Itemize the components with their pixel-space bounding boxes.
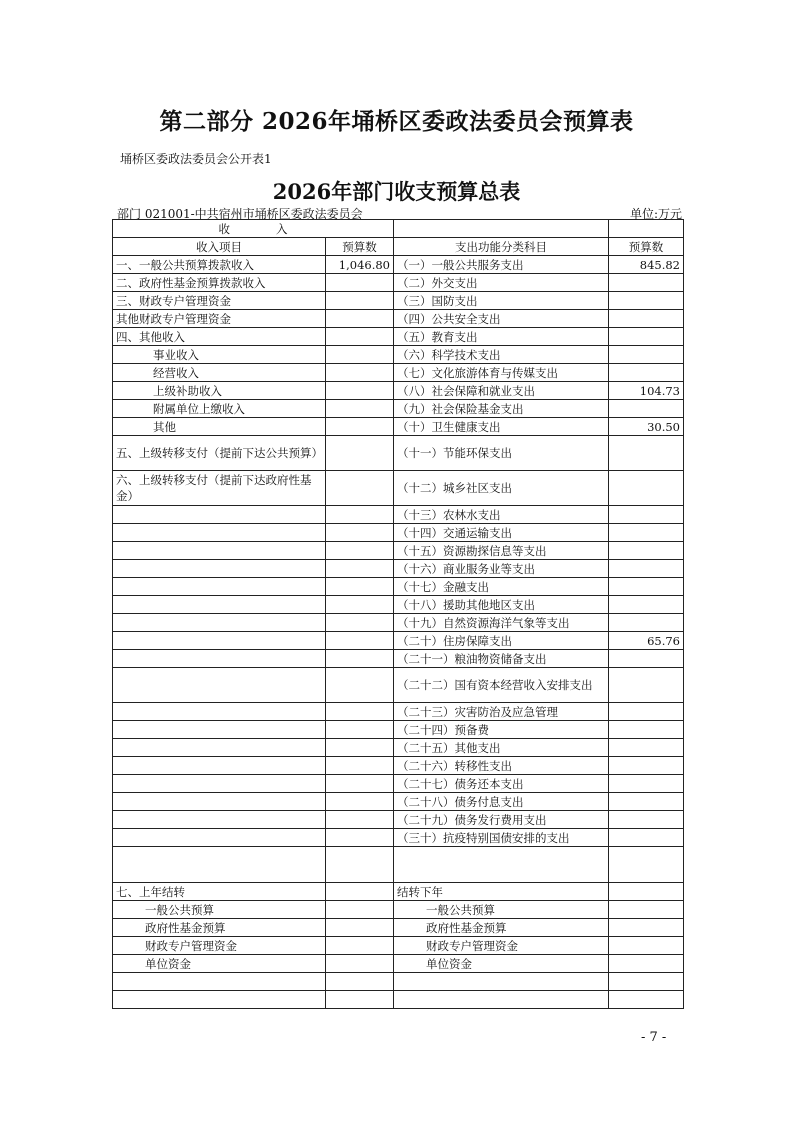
income-item-cell: 一、一般公共预算拨款收入 bbox=[113, 256, 326, 274]
table-row bbox=[113, 256, 684, 274]
income-amount-cell bbox=[326, 793, 394, 811]
income-item-cell: 其他 bbox=[113, 418, 326, 436]
empty-cell bbox=[326, 883, 394, 901]
income-item-cell: 三、财政专户管理资金 bbox=[113, 292, 326, 310]
income-amount-cell bbox=[326, 436, 394, 471]
expense-item-cell: （三十）抗疫特别国债安排的支出 bbox=[394, 829, 609, 847]
expense-amount-cell bbox=[609, 310, 684, 328]
empty-cell bbox=[326, 955, 394, 973]
expense-item-cell: （十六）商业服务业等支出 bbox=[394, 560, 609, 578]
empty-cell bbox=[326, 973, 394, 991]
table-row bbox=[113, 382, 684, 400]
income-item-cell bbox=[113, 650, 326, 668]
income-item-cell bbox=[113, 703, 326, 721]
expense-amount-cell bbox=[609, 506, 684, 524]
expense-amount-cell bbox=[609, 364, 684, 382]
income-item-cell bbox=[113, 632, 326, 650]
income-amount-cell bbox=[326, 757, 394, 775]
carry-over-expense-title: 结转下年 bbox=[394, 883, 609, 901]
carry-over-title-row bbox=[113, 883, 684, 901]
expense-item-header: 支出功能分类科目 bbox=[394, 238, 609, 256]
income-amount-cell bbox=[326, 614, 394, 632]
expense-amount-cell: 845.82 bbox=[609, 256, 684, 274]
income-amount-cell bbox=[326, 524, 394, 542]
income-amount-cell bbox=[326, 382, 394, 400]
income-amount-cell bbox=[326, 811, 394, 829]
income-amount-cell bbox=[326, 471, 394, 506]
expense-amount-cell bbox=[609, 328, 684, 346]
page-number: - 7 - bbox=[641, 1030, 667, 1045]
expense-amount-cell bbox=[609, 560, 684, 578]
income-item-cell bbox=[113, 542, 326, 560]
table-row bbox=[113, 757, 684, 775]
income-amount-cell bbox=[326, 632, 394, 650]
expense-item-cell: （二十一）粮油物资储备支出 bbox=[394, 650, 609, 668]
expense-item-cell: （二十七）债务还本支出 bbox=[394, 775, 609, 793]
expense-amount-cell bbox=[609, 775, 684, 793]
empty-cell bbox=[609, 955, 684, 973]
income-amount-cell bbox=[326, 560, 394, 578]
table-row bbox=[113, 560, 684, 578]
table-row bbox=[113, 310, 684, 328]
expense-item-cell: （十三）农林水支出 bbox=[394, 506, 609, 524]
income-item-cell bbox=[113, 775, 326, 793]
income-amount-cell bbox=[326, 650, 394, 668]
income-item-cell: 上级补助收入 bbox=[113, 382, 326, 400]
table-row bbox=[113, 292, 684, 310]
table-row bbox=[113, 775, 684, 793]
income-group-header: 收 入 bbox=[113, 220, 394, 238]
budget-table bbox=[112, 219, 684, 1009]
expense-item-cell: （七）文化旅游体育与传媒支出 bbox=[394, 364, 609, 382]
expense-item-cell: （十五）资源勘探信息等支出 bbox=[394, 542, 609, 560]
expense-item-cell: （二十八）债务付息支出 bbox=[394, 793, 609, 811]
expense-amount-cell bbox=[609, 721, 684, 739]
income-item-cell bbox=[113, 524, 326, 542]
income-amount-cell bbox=[326, 739, 394, 757]
expense-item-cell: （二十二）国有资本经营收入安排支出 bbox=[394, 668, 609, 703]
income-amount-cell bbox=[326, 668, 394, 703]
carry-over-row bbox=[113, 955, 684, 973]
income-amount-cell bbox=[326, 596, 394, 614]
empty-cell bbox=[394, 847, 609, 883]
expense-amount-cell bbox=[609, 292, 684, 310]
income-item-cell bbox=[113, 596, 326, 614]
department-label: 部门 021001-中共宿州市埇桥区委政法委员会 bbox=[117, 207, 363, 221]
table-row bbox=[113, 400, 684, 418]
empty-cell bbox=[609, 883, 684, 901]
income-amount-header: 预算数 bbox=[326, 238, 394, 256]
carry-over-expense-item: 财政专户管理资金 bbox=[394, 937, 609, 955]
empty-cell bbox=[113, 847, 326, 883]
table-code: 埇桥区委政法委员会公开表1 bbox=[120, 152, 272, 166]
carry-over-expense-item: 单位资金 bbox=[394, 955, 609, 973]
expense-item-cell: （十二）城乡社区支出 bbox=[394, 471, 609, 506]
income-amount-cell bbox=[326, 418, 394, 436]
part-title: 第二部分 2026年埇桥区委政法委员会预算表 bbox=[159, 108, 634, 135]
expense-amount-cell bbox=[609, 793, 684, 811]
income-item-cell bbox=[113, 668, 326, 703]
expense-item-cell: （十八）援助其他地区支出 bbox=[394, 596, 609, 614]
carry-over-expense-item: 一般公共预算 bbox=[394, 901, 609, 919]
income-item-cell bbox=[113, 578, 326, 596]
income-amount-cell bbox=[326, 400, 394, 418]
expense-amount-cell bbox=[609, 650, 684, 668]
expense-item-cell: （十一）节能环保支出 bbox=[394, 436, 609, 471]
income-item-cell: 五、上级转移支付（提前下达公共预算） bbox=[113, 436, 326, 471]
carry-over-row bbox=[113, 919, 684, 937]
expense-amount-cell bbox=[609, 739, 684, 757]
expense-amount-cell: 65.76 bbox=[609, 632, 684, 650]
income-amount-cell bbox=[326, 829, 394, 847]
empty-cell bbox=[326, 847, 394, 883]
expense-amount-cell bbox=[609, 596, 684, 614]
expense-item-cell: （十四）交通运输支出 bbox=[394, 524, 609, 542]
carry-over-income-item: 财政专户管理资金 bbox=[113, 937, 326, 955]
empty-cell bbox=[326, 991, 394, 1009]
expense-item-cell: （二）外交支出 bbox=[394, 274, 609, 292]
income-item-cell bbox=[113, 506, 326, 524]
expense-item-cell: （一）一般公共服务支出 bbox=[394, 256, 609, 274]
income-item-cell: 事业收入 bbox=[113, 346, 326, 364]
empty-cell bbox=[609, 919, 684, 937]
expense-item-cell: （十九）自然资源海洋气象等支出 bbox=[394, 614, 609, 632]
table-row bbox=[113, 471, 684, 506]
expense-amount-cell bbox=[609, 274, 684, 292]
income-item-cell: 其他财政专户管理资金 bbox=[113, 310, 326, 328]
income-item-cell: 经营收入 bbox=[113, 364, 326, 382]
expense-amount-cell bbox=[609, 400, 684, 418]
income-amount-cell bbox=[326, 292, 394, 310]
expense-amount-cell: 30.50 bbox=[609, 418, 684, 436]
income-item-cell bbox=[113, 739, 326, 757]
table-row bbox=[113, 418, 684, 436]
expense-item-cell: （二十三）灾害防治及应急管理 bbox=[394, 703, 609, 721]
income-item-cell bbox=[113, 614, 326, 632]
expense-item-cell: （二十六）转移性支出 bbox=[394, 757, 609, 775]
expense-amount-cell bbox=[609, 829, 684, 847]
table-row bbox=[113, 596, 684, 614]
income-item-cell bbox=[113, 829, 326, 847]
expense-amount-cell: 104.73 bbox=[609, 382, 684, 400]
income-item-cell: 二、政府性基金预算拨款收入 bbox=[113, 274, 326, 292]
expense-group-header-empty bbox=[394, 220, 609, 238]
table-row-empty bbox=[113, 973, 684, 991]
expense-item-cell: （六）科学技术支出 bbox=[394, 346, 609, 364]
income-item-cell: 附属单位上缴收入 bbox=[113, 400, 326, 418]
unit-label: 单位:万元 bbox=[629, 207, 682, 221]
carry-over-income-item: 政府性基金预算 bbox=[113, 919, 326, 937]
expense-amount-cell bbox=[609, 542, 684, 560]
table-row bbox=[113, 364, 684, 382]
empty-cell bbox=[394, 973, 609, 991]
expense-item-cell: （九）社会保险基金支出 bbox=[394, 400, 609, 418]
table-row bbox=[113, 793, 684, 811]
table-group-header-row bbox=[113, 220, 684, 238]
expense-item-cell: （十）卫生健康支出 bbox=[394, 418, 609, 436]
table-row bbox=[113, 668, 684, 703]
income-amount-cell bbox=[326, 364, 394, 382]
expense-amount-cell bbox=[609, 703, 684, 721]
expense-amount-cell bbox=[609, 757, 684, 775]
income-item-cell bbox=[113, 793, 326, 811]
table-row bbox=[113, 506, 684, 524]
income-amount-cell bbox=[326, 721, 394, 739]
expense-item-cell: （四）公共安全支出 bbox=[394, 310, 609, 328]
expense-amount-cell bbox=[609, 811, 684, 829]
table-row bbox=[113, 274, 684, 292]
expense-amount-cell bbox=[609, 668, 684, 703]
main-title: 2026年部门收支预算总表 bbox=[272, 179, 521, 204]
income-item-cell: 四、其他收入 bbox=[113, 328, 326, 346]
income-amount-cell bbox=[326, 346, 394, 364]
expense-item-cell: （二十九）债务发行费用支出 bbox=[394, 811, 609, 829]
table-column-header-row bbox=[113, 238, 684, 256]
expense-item-cell: （十七）金融支出 bbox=[394, 578, 609, 596]
table-row bbox=[113, 524, 684, 542]
empty-cell bbox=[609, 973, 684, 991]
table-row bbox=[113, 436, 684, 471]
income-item-cell bbox=[113, 721, 326, 739]
expense-amount-cell bbox=[609, 346, 684, 364]
expense-amount-cell bbox=[609, 524, 684, 542]
empty-cell bbox=[113, 973, 326, 991]
table-row bbox=[113, 829, 684, 847]
table-row-empty bbox=[113, 847, 684, 883]
empty-cell bbox=[609, 991, 684, 1009]
empty-cell bbox=[326, 901, 394, 919]
empty-cell bbox=[609, 847, 684, 883]
empty-cell bbox=[394, 991, 609, 1009]
income-item-cell bbox=[113, 560, 326, 578]
table-row bbox=[113, 739, 684, 757]
table-row bbox=[113, 346, 684, 364]
table-row-empty bbox=[113, 991, 684, 1009]
income-amount-cell bbox=[326, 542, 394, 560]
table-row bbox=[113, 703, 684, 721]
income-amount-cell: 1,046.80 bbox=[326, 256, 394, 274]
carry-over-expense-item: 政府性基金预算 bbox=[394, 919, 609, 937]
carry-over-income-item: 一般公共预算 bbox=[113, 901, 326, 919]
table-row bbox=[113, 578, 684, 596]
income-amount-cell bbox=[326, 274, 394, 292]
income-amount-cell bbox=[326, 310, 394, 328]
expense-item-cell: （八）社会保障和就业支出 bbox=[394, 382, 609, 400]
expense-group-header-empty bbox=[609, 220, 684, 238]
table-row bbox=[113, 328, 684, 346]
table-row bbox=[113, 614, 684, 632]
empty-cell bbox=[326, 919, 394, 937]
expense-amount-cell bbox=[609, 614, 684, 632]
expense-amount-header: 预算数 bbox=[609, 238, 684, 256]
expense-item-cell: （五）教育支出 bbox=[394, 328, 609, 346]
table-row bbox=[113, 650, 684, 668]
carry-over-row bbox=[113, 937, 684, 955]
expense-item-cell: （二十五）其他支出 bbox=[394, 739, 609, 757]
carry-over-row bbox=[113, 901, 684, 919]
expense-amount-cell bbox=[609, 471, 684, 506]
income-amount-cell bbox=[326, 703, 394, 721]
income-item-cell bbox=[113, 757, 326, 775]
empty-cell bbox=[609, 937, 684, 955]
carry-over-income-item: 单位资金 bbox=[113, 955, 326, 973]
expense-item-cell: （二十）住房保障支出 bbox=[394, 632, 609, 650]
expense-amount-cell bbox=[609, 578, 684, 596]
empty-cell bbox=[113, 991, 326, 1009]
income-item-header: 收入项目 bbox=[113, 238, 326, 256]
table-row bbox=[113, 632, 684, 650]
empty-cell bbox=[609, 901, 684, 919]
table-row bbox=[113, 721, 684, 739]
income-amount-cell bbox=[326, 578, 394, 596]
income-item-cell bbox=[113, 811, 326, 829]
table-row bbox=[113, 811, 684, 829]
income-amount-cell bbox=[326, 506, 394, 524]
expense-amount-cell bbox=[609, 436, 684, 471]
table-row bbox=[113, 542, 684, 560]
income-amount-cell bbox=[326, 775, 394, 793]
empty-cell bbox=[326, 937, 394, 955]
expense-item-cell: （二十四）预备费 bbox=[394, 721, 609, 739]
income-amount-cell bbox=[326, 328, 394, 346]
income-item-cell: 六、上级转移支付（提前下达政府性基金） bbox=[113, 471, 326, 506]
carry-over-income-title: 七、上年结转 bbox=[113, 883, 326, 901]
expense-item-cell: （三）国防支出 bbox=[394, 292, 609, 310]
